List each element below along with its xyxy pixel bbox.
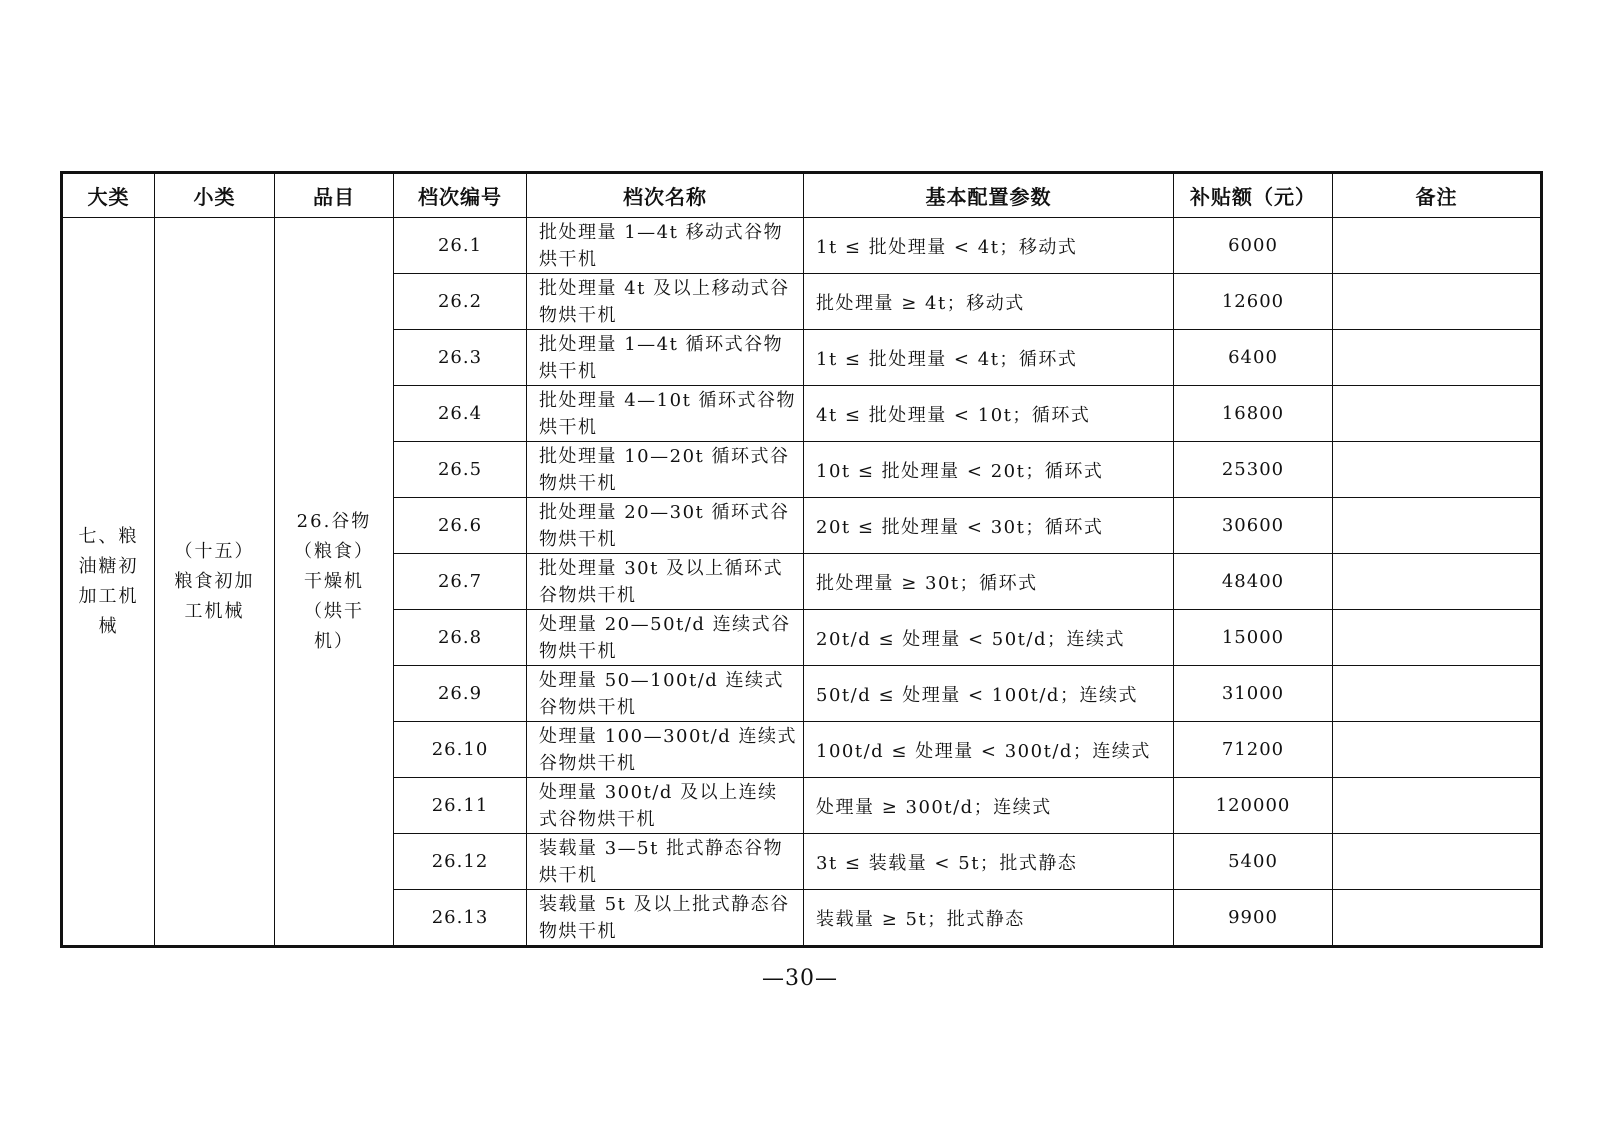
minor-category-text: （十五） 粮食初加 工机械 xyxy=(174,540,255,622)
config-params-cell: 1t ≤ 批处理量 < 4t；移动式 xyxy=(804,218,1174,274)
grade-code-cell: 26.5 xyxy=(394,442,527,498)
remarks-cell xyxy=(1333,386,1542,442)
remarks-cell xyxy=(1333,330,1542,386)
grade-name-cell: 批处理量 4t 及以上移动式谷物烘干机 xyxy=(527,274,804,330)
grade-code-cell: 26.4 xyxy=(394,386,527,442)
header-grade-code: 档次编号 xyxy=(394,173,527,218)
grade-code-cell: 26.8 xyxy=(394,610,527,666)
remarks-cell xyxy=(1333,498,1542,554)
grade-name-cell: 处理量 20—50t/d 连续式谷物烘干机 xyxy=(527,610,804,666)
grade-code-cell: 26.11 xyxy=(394,778,527,834)
remarks-cell xyxy=(1333,666,1542,722)
remarks-cell xyxy=(1333,778,1542,834)
grade-code-cell: 26.7 xyxy=(394,554,527,610)
header-minor-category: 小类 xyxy=(155,173,275,218)
config-params-cell: 装载量 ≥ 5t；批式静态 xyxy=(804,890,1174,947)
config-params-cell: 20t/d ≤ 处理量 < 50t/d；连续式 xyxy=(804,610,1174,666)
remarks-cell xyxy=(1333,274,1542,330)
subsidy-table-container xyxy=(60,171,1540,948)
header-config-params: 基本配置参数 xyxy=(804,173,1174,218)
subsidy-amount-cell: 25300 xyxy=(1174,442,1333,498)
subsidy-amount-cell: 15000 xyxy=(1174,610,1333,666)
item-cell xyxy=(275,218,394,947)
remarks-cell xyxy=(1333,218,1542,274)
subsidy-amount-cell: 6000 xyxy=(1174,218,1333,274)
grade-name-cell: 批处理量 1—4t 循环式谷物烘干机 xyxy=(527,330,804,386)
grade-name-cell: 处理量 300t/d 及以上连续式谷物烘干机 xyxy=(527,778,804,834)
subsidy-amount-cell: 5400 xyxy=(1174,834,1333,890)
table-body xyxy=(62,218,1542,947)
grade-code-cell: 26.9 xyxy=(394,666,527,722)
remarks-cell xyxy=(1333,554,1542,610)
config-params-cell: 批处理量 ≥ 4t；移动式 xyxy=(804,274,1174,330)
header-item: 品目 xyxy=(275,173,394,218)
grade-name-cell: 批处理量 4—10t 循环式谷物烘干机 xyxy=(527,386,804,442)
grade-code-cell: 26.10 xyxy=(394,722,527,778)
page-number: —30— xyxy=(762,966,838,991)
header-subsidy-amount: 补贴额（元） xyxy=(1174,173,1333,218)
remarks-cell xyxy=(1333,442,1542,498)
config-params-cell: 10t ≤ 批处理量 < 20t；循环式 xyxy=(804,442,1174,498)
major-category-cell xyxy=(62,218,155,947)
subsidy-amount-cell: 48400 xyxy=(1174,554,1333,610)
subsidy-table xyxy=(60,171,1543,948)
grade-code-cell: 26.13 xyxy=(394,890,527,947)
config-params-cell: 20t ≤ 批处理量 < 30t；循环式 xyxy=(804,498,1174,554)
remarks-cell xyxy=(1333,890,1542,947)
grade-name-cell: 批处理量 10—20t 循环式谷物烘干机 xyxy=(527,442,804,498)
item-text: 26.谷物 （粮食） 干燥机 （烘干 机） xyxy=(294,510,374,652)
subsidy-amount-cell: 9900 xyxy=(1174,890,1333,947)
subsidy-amount-cell: 6400 xyxy=(1174,330,1333,386)
config-params-cell: 3t ≤ 装载量 < 5t；批式静态 xyxy=(804,834,1174,890)
config-params-cell: 处理量 ≥ 300t/d；连续式 xyxy=(804,778,1174,834)
grade-code-cell: 26.12 xyxy=(394,834,527,890)
subsidy-amount-cell: 16800 xyxy=(1174,386,1333,442)
subsidy-amount-cell: 30600 xyxy=(1174,498,1333,554)
config-params-cell: 1t ≤ 批处理量 < 4t；循环式 xyxy=(804,330,1174,386)
config-params-cell: 批处理量 ≥ 30t；循环式 xyxy=(804,554,1174,610)
table-row xyxy=(62,218,1542,274)
remarks-cell xyxy=(1333,722,1542,778)
header-grade-name: 档次名称 xyxy=(527,173,804,218)
table-header-row xyxy=(62,173,1542,218)
grade-name-cell: 批处理量 30t 及以上循环式谷物烘干机 xyxy=(527,554,804,610)
grade-code-cell: 26.2 xyxy=(394,274,527,330)
header-major-category: 大类 xyxy=(62,173,155,218)
minor-category-cell xyxy=(155,218,275,947)
remarks-cell xyxy=(1333,610,1542,666)
grade-name-cell: 处理量 50—100t/d 连续式谷物烘干机 xyxy=(527,666,804,722)
config-params-cell: 50t/d ≤ 处理量 < 100t/d；连续式 xyxy=(804,666,1174,722)
grade-code-cell: 26.1 xyxy=(394,218,527,274)
grade-code-cell: 26.3 xyxy=(394,330,527,386)
grade-name-cell: 批处理量 20—30t 循环式谷物烘干机 xyxy=(527,498,804,554)
remarks-cell xyxy=(1333,834,1542,890)
grade-name-cell: 装载量 5t 及以上批式静态谷物烘干机 xyxy=(527,890,804,947)
config-params-cell: 4t ≤ 批处理量 < 10t；循环式 xyxy=(804,386,1174,442)
subsidy-amount-cell: 31000 xyxy=(1174,666,1333,722)
subsidy-amount-cell: 71200 xyxy=(1174,722,1333,778)
grade-name-cell: 装载量 3—5t 批式静态谷物烘干机 xyxy=(527,834,804,890)
grade-name-cell: 处理量 100—300t/d 连续式谷物烘干机 xyxy=(527,722,804,778)
config-params-cell: 100t/d ≤ 处理量 < 300t/d；连续式 xyxy=(804,722,1174,778)
header-remarks: 备注 xyxy=(1333,173,1542,218)
grade-name-cell: 批处理量 1—4t 移动式谷物烘干机 xyxy=(527,218,804,274)
subsidy-amount-cell: 12600 xyxy=(1174,274,1333,330)
major-category-text: 七、粮 油糖初 加工机 械 xyxy=(78,525,139,637)
subsidy-amount-cell: 120000 xyxy=(1174,778,1333,834)
grade-code-cell: 26.6 xyxy=(394,498,527,554)
